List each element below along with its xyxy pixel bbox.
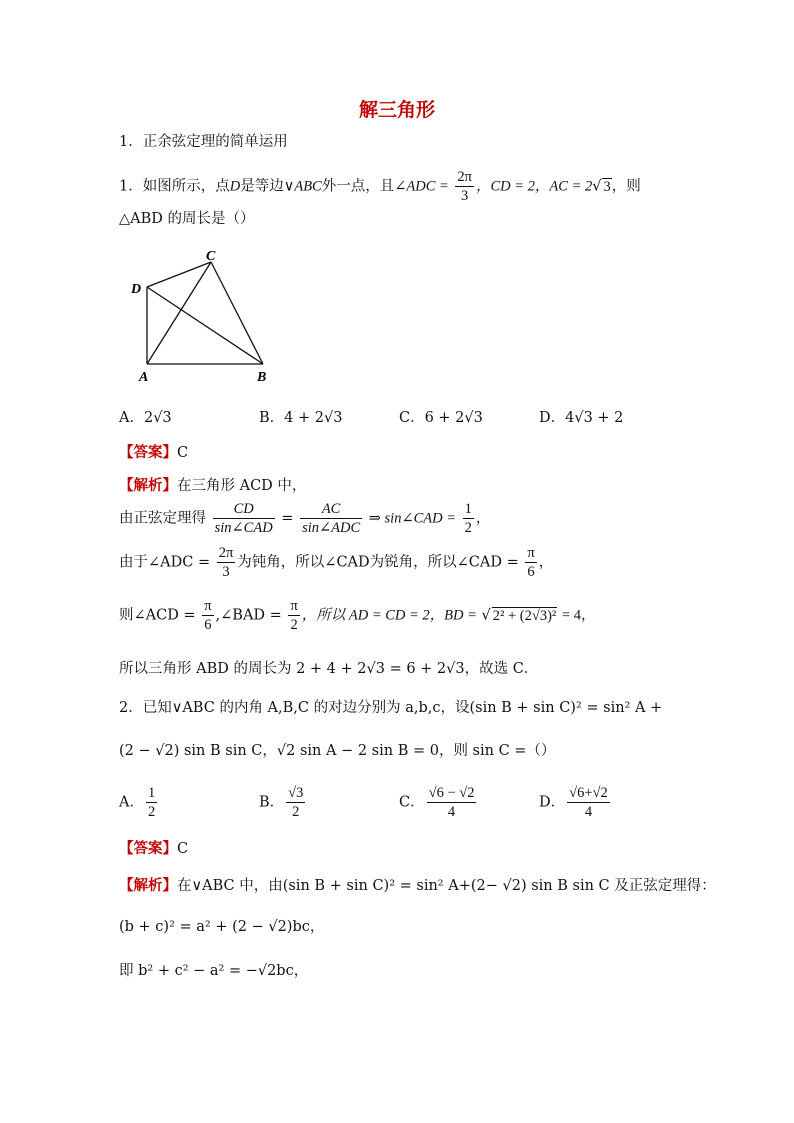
q1-option-b: B．4 + 2√3 (259, 410, 343, 426)
q2-answer: 【答案】C (119, 840, 189, 857)
q1-stem-line2: △ABD 的周长是（） (119, 211, 255, 227)
triangle-figure (125, 248, 275, 386)
page-title: 解三角形 (358, 99, 435, 121)
segment-db (147, 287, 263, 364)
q2-stem-line1: 2．已知∨ABC 的内角 A,B,C 的对边分别为 a,b,c，设(sin B + sin C)² = sin² A + (119, 700, 663, 716)
q1-analysis-3: 由于∠ADC = $\frac{2\pi}{3}$ 为钝角，所以∠CAD为锐角，所以∠CAD = $\frac{\pi}{6}$ ， (119, 545, 554, 580)
segment-ac (147, 262, 211, 364)
q1-analysis-1: 【解析】在三角形 ACD 中， (119, 477, 307, 494)
q2-option-a: A． $\frac{1}{2}$ (119, 785, 156, 820)
q1-analysis-2: 由正弦定理得 $\frac{CD}{\text{sin∠CAD}}$ = $\frac{AC}{\text{sin∠ADC}}$ ⇒ sin∠CAD = $\frac{1}{2}$ ， (119, 501, 491, 536)
q1-stem-line1: 1．如图所示，点D是等边∨ABC外一点，且∠ADC = $\frac{2\pi}{3}$ ，CD = 2，AC = 2√ 3，则 (119, 169, 641, 204)
q1-analysis-4: 则∠ACD = $\frac{\pi}{6}$ ,∠BAD = $\frac{\pi}{2}$ ，所以 AD = CD = 2，BD = √ 2² + (2√3)² = 4， (119, 598, 596, 633)
label-b: B (257, 370, 267, 385)
label-d: D (131, 282, 142, 297)
label-c: C (206, 249, 216, 264)
q2-option-b: B． $\frac{√3}{2}$ (259, 785, 304, 820)
fraction: $\frac{2\pi}{3}$ (457, 169, 472, 204)
section-heading: 1．正余弦定理的简单运用 (119, 134, 288, 150)
segment-dc (147, 262, 211, 287)
q2-analysis-3: 即 b² + c² − a² = −√2bc， (119, 963, 309, 979)
label-a: A (139, 370, 149, 385)
q1-option-c: C．6 + 2√3 (399, 410, 483, 426)
q2-option-c: C． $\frac{√6 - √2}{4}$ (399, 785, 475, 820)
q2-stem-line2: (2 − √2) sin B sin C，√2 sin A − 2 sin B = 0，则 sin C =（） (119, 743, 556, 759)
q2-analysis-1: 【解析】在∨ABC 中，由(sin B + sin C)² = sin² A+(2− √2) sin B sin C 及正弦定理得： (119, 877, 716, 894)
segment-cb (211, 262, 263, 364)
q1-option-d: D．4√3 + 2 (539, 410, 624, 426)
q2-option-d: D． $\frac{√6+√2}{4}$ (539, 785, 608, 820)
q1-option-a: A．2√3 (119, 410, 172, 426)
q1-answer: 【答案】C (119, 444, 189, 461)
q1-analysis-5: 所以三角形 ABD 的周长为 2 + 4 + 2√3 = 6 + 2√3，故选 C． (119, 661, 539, 677)
q2-analysis-2: (b + c)² = a² + (2 − √2)bc， (119, 919, 325, 935)
